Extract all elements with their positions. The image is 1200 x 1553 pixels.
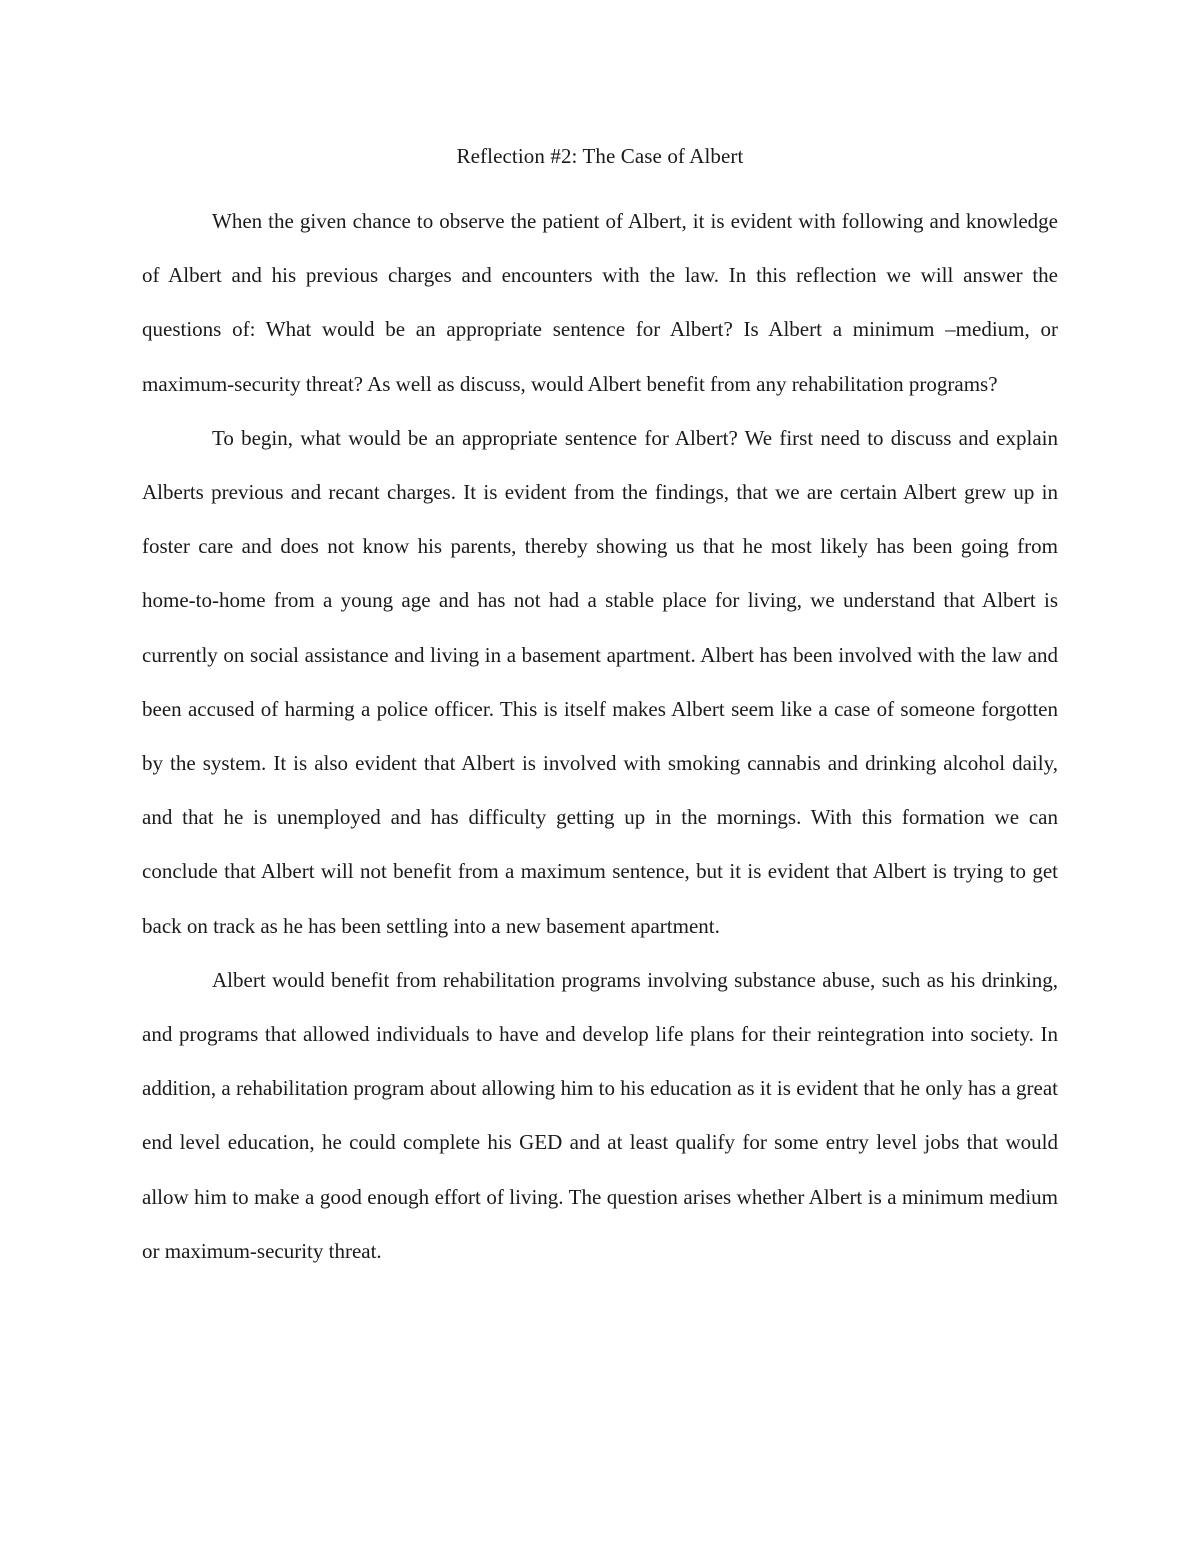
document-title: Reflection #2: The Case of Albert <box>456 144 744 168</box>
paragraph-introduction: When the given chance to observe the patient of Albert, it is evident with following and knowledge of Albert and his previous charges and encounters with the law. In this reflection we will answer the questions of: What would be an appropriate sentence for Albert? Is Albert a minimum –medium, or maximum-security threat? As well as discuss, would Albert benefit from any rehabilitation programs? <box>142 209 1058 396</box>
paragraph-sentence-discussion: To begin, what would be an appropriate sentence for Albert? We first need to discuss and explain Alberts previous and recant charges. It is evident from the findings, that we are certain Albert grew up in foster care and does not know his parents, thereby showing us that he most likely has been going from home-to-home from a young age and has not had a stable place for living, we understand that Albert is currently on social assistance and living in a basement apartment. Albert has been involved with the law and been accused of harming a police officer. This is itself makes Albert seem like a case of someone forgotten by the system. It is also evident that Albert is involved with smoking cannabis and drinking alcohol daily, and that he is unemployed and has difficulty getting up in the mornings. With this formation we can conclude that Albert will not benefit from a maximum sentence, but it is evident that Albert is trying to get back on track as he has been settling into a new basement apartment. <box>142 425 1058 938</box>
document-body <box>142 194 1058 1278</box>
paragraph-rehabilitation: Albert would benefit from rehabilitation programs involving substance abuse, such as his drinking, and programs that allowed individuals to have and develop life plans for their reintegration into society. In addition, a rehabilitation program about allowing him to his education as it is evident that he only has a great end level education, he could complete his GED and at least qualify for some entry level jobs that would allow him to make a good enough effort of living. The question arises whether Albert is a minimum medium or maximum-security threat. <box>142 967 1058 1263</box>
